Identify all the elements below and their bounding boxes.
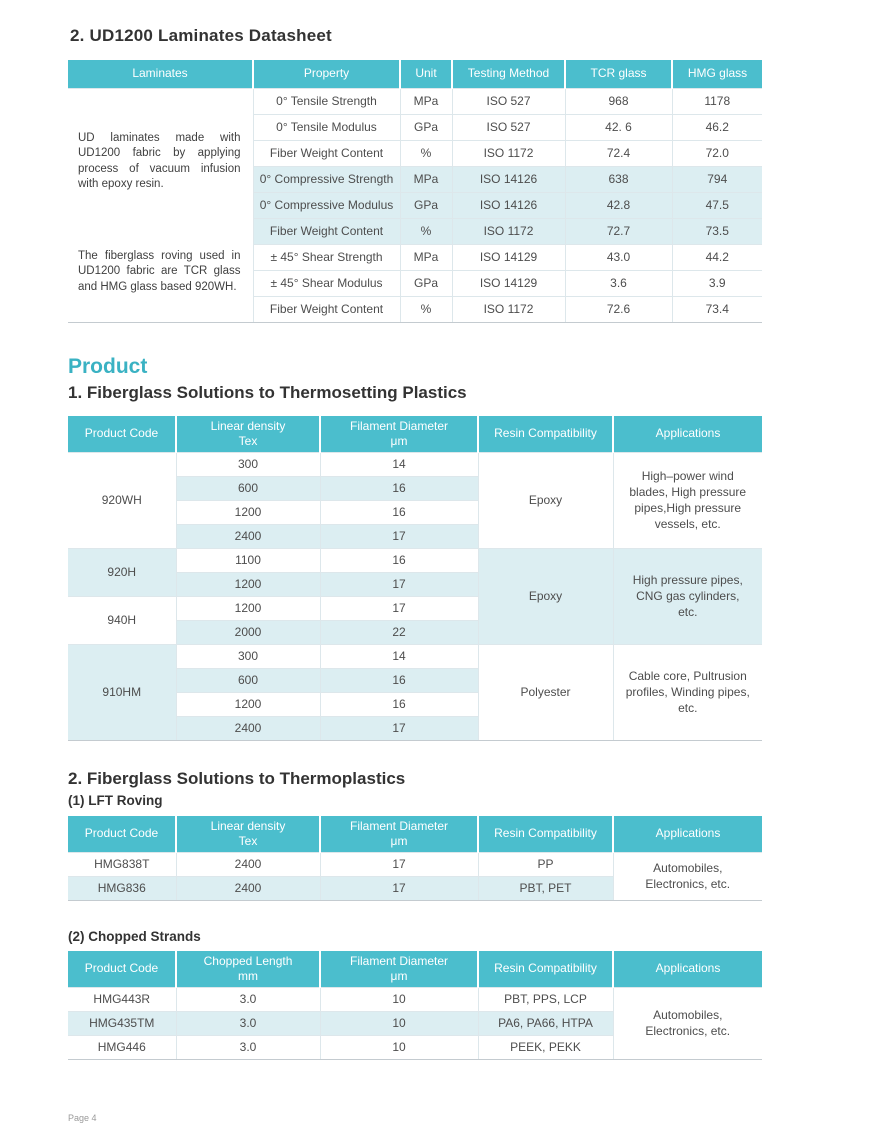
header-row [68,951,762,987]
cell-product-code: 920WH [68,452,176,548]
cell-diameter: 17 [320,524,478,548]
table-row [68,88,762,114]
cell-tex: 600 [176,476,320,500]
col-linear-density-line1: Linear density [210,818,286,833]
col-filament-diameter-line2: μm [390,433,408,448]
cell-unit: MPa [400,88,452,114]
cell-diameter: 17 [320,596,478,620]
cell-applications: Cable core, Pultrusion profiles, Winding pipes, etc. [613,644,762,740]
cell-diameter: 16 [320,692,478,716]
cell-method: ISO 527 [452,114,565,140]
cell-hmg: 73.4 [672,296,762,322]
cell-method: ISO 14126 [452,166,565,192]
cell-tcr: 72.6 [565,296,672,322]
col-resin-compatibility: Resin Compatibility [478,951,613,987]
laminates-table-header [68,60,762,88]
col-unit: Unit [400,60,452,88]
cell-diameter: 10 [320,1035,478,1059]
col-chopped-length-line1: Chopped Length [203,953,293,968]
cell-tex: 2000 [176,620,320,644]
cell-tcr: 42.8 [565,192,672,218]
col-linear-density [176,816,320,852]
cell-property: Fiber Weight Content [253,140,400,166]
col-property: Property [253,60,400,88]
cell-tex: 300 [176,644,320,668]
col-linear-density-line2: Tex [238,833,258,848]
cell-diameter: 16 [320,500,478,524]
cell-tex: 1200 [176,596,320,620]
laminates-note-2: The fiberglass roving used in UD1200 fabric are TCR glass and HMG glass based 920WH. [78,249,241,293]
cell-resin: PBT, PPS, LCP [478,987,613,1011]
col-filament-diameter-line1: Filament Diameter [349,418,449,433]
table-row [68,987,762,1011]
cell-property: Fiber Weight Content [253,296,400,322]
table-row [68,852,762,876]
cell-tex: 1200 [176,572,320,596]
cell-method: ISO 527 [452,88,565,114]
cell-applications: High–power wind blades, High pressure pipes,High pressure vessels, etc. [613,452,762,548]
col-testing-method: Testing Method [452,60,565,88]
laminates-description-cell [68,88,253,322]
header-row [68,60,762,88]
laminates-datasheet-table [68,60,762,322]
col-applications: Applications [613,951,762,987]
col-product-code: Product Code [68,816,176,852]
cell-diameter: 17 [320,876,478,900]
cell-tcr: 968 [565,88,672,114]
cell-product-code: HMG443R [68,987,176,1011]
cell-tex: 1100 [176,548,320,572]
header-row [68,816,762,852]
cell-product-code: HMG836 [68,876,176,900]
cell-hmg: 1178 [672,88,762,114]
cell-property: Fiber Weight Content [253,218,400,244]
col-filament-diameter-line2: μm [390,968,408,983]
cell-unit: GPa [400,114,452,140]
col-linear-density [176,416,320,452]
cell-property: 0° Compressive Modulus [253,192,400,218]
col-resin-compatibility: Resin Compatibility [478,416,613,452]
cell-diameter: 17 [320,716,478,740]
cell-resin: Epoxy [478,548,613,644]
cell-applications: Automobiles, Electronics, etc. [613,852,762,900]
cell-length: 3.0 [176,987,320,1011]
col-filament-diameter [320,816,478,852]
cell-unit: % [400,140,452,166]
cell-length: 3.0 [176,1011,320,1035]
cell-tex: 1200 [176,500,320,524]
col-resin-compatibility: Resin Compatibility [478,816,613,852]
cell-resin: PBT, PET [478,876,613,900]
col-laminates: Laminates [68,60,253,88]
laminates-note-1: UD laminates made with UD1200 fabric by applying process of vacuum infusion with epoxy resin. [78,131,241,191]
chopped-strands-table-wrap [68,951,762,1060]
cell-method: ISO 1172 [452,218,565,244]
cell-method: ISO 1172 [452,140,565,166]
chopped-strands-subtitle: (2) Chopped Strands [68,929,201,944]
col-filament-diameter [320,416,478,452]
cell-tcr: 72.7 [565,218,672,244]
cell-property: ± 45° Shear Modulus [253,270,400,296]
col-hmg-glass: HMG glass [672,60,762,88]
col-chopped-length-line2: mm [238,968,258,983]
cell-applications: High pressure pipes, CNG gas cylinders, etc. [613,548,762,644]
cell-unit: GPa [400,270,452,296]
lft-roving-table-wrap [68,816,762,901]
product-heading: Product [68,355,148,378]
table-row [68,644,762,668]
table-row [68,548,762,572]
cell-product-code: HMG435TM [68,1011,176,1035]
cell-diameter: 17 [320,852,478,876]
col-product-code: Product Code [68,951,176,987]
lft-table-header [68,816,762,852]
thermoset-table-wrap [68,416,762,741]
table-row [68,452,762,476]
cell-method: ISO 14129 [452,244,565,270]
cell-diameter: 14 [320,644,478,668]
col-applications: Applications [613,816,762,852]
col-applications: Applications [613,416,762,452]
cell-product-code: 920H [68,548,176,596]
cell-property: ± 45° Shear Strength [253,244,400,270]
cell-product-code: 940H [68,596,176,644]
cell-tcr: 42. 6 [565,114,672,140]
cell-diameter: 14 [320,452,478,476]
cell-unit: MPa [400,244,452,270]
cell-tex: 1200 [176,692,320,716]
cell-applications: Automobiles, Electronics, etc. [613,987,762,1059]
cell-diameter: 16 [320,668,478,692]
cell-tex: 2400 [176,876,320,900]
cell-hmg: 73.5 [672,218,762,244]
cell-method: ISO 14129 [452,270,565,296]
cell-tex: 2400 [176,524,320,548]
cell-resin: PA6, PA66, HTPA [478,1011,613,1035]
cell-resin: PEEK, PEKK [478,1035,613,1059]
laminates-datasheet-table-wrap [68,60,762,323]
cell-hmg: 72.0 [672,140,762,166]
cell-hmg: 3.9 [672,270,762,296]
cell-unit: MPa [400,166,452,192]
cell-product-code: HMG446 [68,1035,176,1059]
cell-product-code: 910HM [68,644,176,740]
cell-unit: % [400,296,452,322]
cell-property: 0° Tensile Modulus [253,114,400,140]
cell-diameter: 16 [320,476,478,500]
cell-diameter: 17 [320,572,478,596]
thermoset-section-title: 1. Fiberglass Solutions to Thermosetting Plastics [68,383,467,402]
cell-diameter: 10 [320,1011,478,1035]
thermoset-table-header [68,416,762,452]
cell-tex: 600 [176,668,320,692]
cell-diameter: 22 [320,620,478,644]
col-chopped-length [176,951,320,987]
cell-property: 0° Tensile Strength [253,88,400,114]
lft-roving-table [68,816,762,900]
cell-hmg: 47.5 [672,192,762,218]
cell-unit: % [400,218,452,244]
thermoplastic-section-title: 2. Fiberglass Solutions to Thermoplastics [68,769,406,788]
col-tcr-glass: TCR glass [565,60,672,88]
thermoset-table [68,416,762,740]
cell-product-code: HMG838T [68,852,176,876]
cell-hmg: 794 [672,166,762,192]
datasheet-title: 2. UD1200 Laminates Datasheet [70,26,332,45]
cell-tcr: 72.4 [565,140,672,166]
cell-tex: 2400 [176,852,320,876]
col-linear-density-line1: Linear density [210,418,286,433]
cell-tcr: 43.0 [565,244,672,270]
col-product-code: Product Code [68,416,176,452]
cell-tex: 300 [176,452,320,476]
cell-property: 0° Compressive Strength [253,166,400,192]
col-filament-diameter-line1: Filament Diameter [349,953,449,968]
page-content [68,26,762,1060]
cell-hmg: 46.2 [672,114,762,140]
col-filament-diameter-line1: Filament Diameter [349,818,449,833]
cell-method: ISO 14126 [452,192,565,218]
cell-length: 3.0 [176,1035,320,1059]
cell-resin: Polyester [478,644,613,740]
cell-diameter: 16 [320,548,478,572]
cell-tex: 2400 [176,716,320,740]
cell-tcr: 3.6 [565,270,672,296]
cell-resin: Epoxy [478,452,613,548]
header-row [68,416,762,452]
col-filament-diameter [320,951,478,987]
page-number: Page 4 [68,1113,97,1123]
cell-unit: GPa [400,192,452,218]
lft-roving-subtitle: (1) LFT Roving [68,793,163,808]
cell-method: ISO 1172 [452,296,565,322]
cell-resin: PP [478,852,613,876]
cell-tcr: 638 [565,166,672,192]
chopped-table-header [68,951,762,987]
cell-diameter: 10 [320,987,478,1011]
chopped-strands-table [68,951,762,1059]
cell-hmg: 44.2 [672,244,762,270]
col-filament-diameter-line2: μm [390,833,408,848]
col-linear-density-line2: Tex [238,433,258,448]
